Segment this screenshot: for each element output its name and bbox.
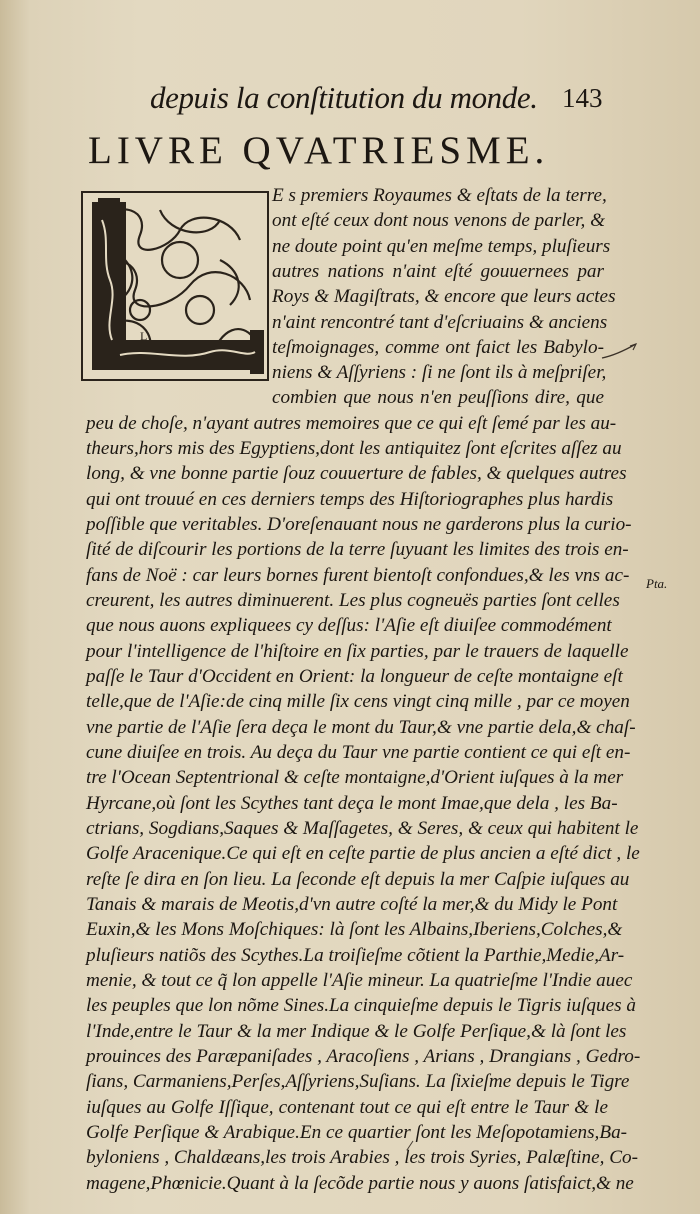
text-line: menie, & tout ce q̃ lon appelle l'Aſie mineur. La quatrieſme l'Indie auec: [86, 970, 633, 991]
text-line: ſité de diſcourir les portions de la terre ſuyuant les limites des trois en-: [86, 539, 629, 560]
text-line: ſians, Carmaniens,Perſes,Aſſyriens,Suſians. La ſixieſme depuis le Tigre: [86, 1071, 630, 1092]
page-number: 143: [562, 83, 603, 113]
text-line: pour l'intelligence de l'hiſtoire en ſix parties, par le trauers de laquelle: [86, 641, 629, 662]
text-line: long, & vne bonne partie ſouz couuerture de fables, & quelques autres: [86, 463, 627, 484]
running-head: depuis la conſtitution du monde.: [150, 80, 538, 115]
text-line: telle,que de l'Aſie:de cinq mille ſix cens vingt cinq mille , par ce moyen: [86, 691, 630, 712]
book-title: LIVRE QVATRIESME.: [88, 129, 550, 172]
text-line: l'Inde,entre le Taur & la mer Indique & le Golfe Perſique,& là ſont les: [86, 1021, 627, 1042]
text-line: niens & Aſſyriens : ſi ne ſont ils à meſpriſer,: [272, 362, 607, 383]
ink-speck-icon: [404, 1138, 416, 1152]
text-line: Golfe Aracenique.Ce qui eſt en ceſte partie de plus ancien a eſté dict , le: [86, 843, 640, 864]
text-line: magene,Phœnicie.Quant à la ſecõde partie nous y auons ſatisfaict,& ne: [86, 1173, 634, 1194]
text-line: autres nations n'aint eſté gouuernees par: [272, 261, 604, 282]
text-line: combien que nous n'en peuſſions dire, que: [272, 387, 604, 408]
margin-note: Pta.: [646, 576, 668, 591]
text-line: Hyrcane,où ſont les Scythes tant deça le mont Imae,que dela , les Ba-: [86, 793, 618, 814]
text-line: theurs,hors mis des Egyptiens,dont les antiquitez ſont eſcrites aſſez au: [86, 438, 622, 459]
text-line: paſſe le Taur d'Occident en Orient: la longueur de ceſte montaigne eſt: [86, 666, 623, 687]
text-line: ont eſté ceux dont nous venons de parler, &: [272, 210, 606, 231]
text-line: peu de choſe, n'ayant autres memoires que ce qui eſt ſemé par les au-: [86, 413, 617, 434]
text-line: qui ont trouué en ces derniers temps des Hiſtoriographes plus hardis: [86, 489, 614, 510]
text-line: ctrians, Sogdians,Saques & Maſſagetes, & Seres, & ceux qui habitent le: [86, 818, 639, 839]
text-line: iuſques au Golfe Iſſique, contenant tout ce qui eſt entre le Taur & le: [86, 1097, 608, 1118]
pen-mark-icon: [600, 340, 640, 362]
text-line: reſte ſe dira en ſon lieu. La ſeconde eſt depuis la mer Caſpie iuſques au: [86, 869, 630, 890]
text-line: ne doute point qu'en meſme temps, pluſieurs: [272, 236, 611, 257]
text-line: E s premiers Royaumes & eſtats de la terre,: [272, 185, 607, 206]
text-line: vne partie de l'Aſie ſera deça le mont du Taur,& vne partie dela,& chaſ-: [86, 717, 636, 738]
text-line: Tanais & marais de Meotis,d'vn autre coſté la mer,& du Midy le Pont: [86, 894, 618, 915]
text-line: tre l'Ocean Septentrional & ceſte montaigne,d'Orient iuſques à la mer: [86, 767, 624, 788]
text-line: cune diuiſee en trois. Au deça du Taur vne partie contient ce qui eſt en-: [86, 742, 631, 763]
text-line: Euxin,& les Mons Moſchiques: là ſont les Albains,Iberiens,Colches,&: [86, 919, 623, 940]
text-line: prouinces des Paræpaniſades , Aracoſiens , Arians , Drangians , Gedro-: [86, 1046, 641, 1067]
text-line: teſmoignages, comme ont faict les Babylo-: [272, 337, 604, 358]
text-line: Roys & Magiſtrats, & encore que leurs actes: [272, 286, 616, 307]
text-line: n'aint rencontré tant d'eſcriuains & anciens: [272, 312, 608, 333]
text-line: fans de Noë : car leurs bornes furent bientoſt confondues,& les vns ac-: [86, 565, 630, 586]
text-line: que nous auons expliquees cy deſſus: l'Aſie eſt diuiſee commodément: [86, 615, 612, 636]
text-line: Golfe Perſique & Arabique.En ce quartier ſont les Meſopotamiens,Ba-: [86, 1122, 628, 1143]
text-line: les peuples que lon nõme Sines.La cinquieſme depuis le Tigris iuſques à: [86, 995, 636, 1016]
text-line: pluſieurs natiõs des Scythes.La troiſieſme cõtient la Parthie,Medie,Ar-: [86, 945, 625, 966]
text-line: byloniens , Chaldæans,les trois Arabies , les trois Syries, Palæſtine, Co-: [86, 1147, 638, 1168]
drop-cap-letter: L: [140, 329, 148, 343]
text-line: creurent, les autres diminuerent. Les plus cogneuës parties ſont celles: [86, 590, 620, 611]
text-line: poſſible que veritables. D'oreſenauant nous ne garderons plus la curio-: [86, 514, 632, 535]
